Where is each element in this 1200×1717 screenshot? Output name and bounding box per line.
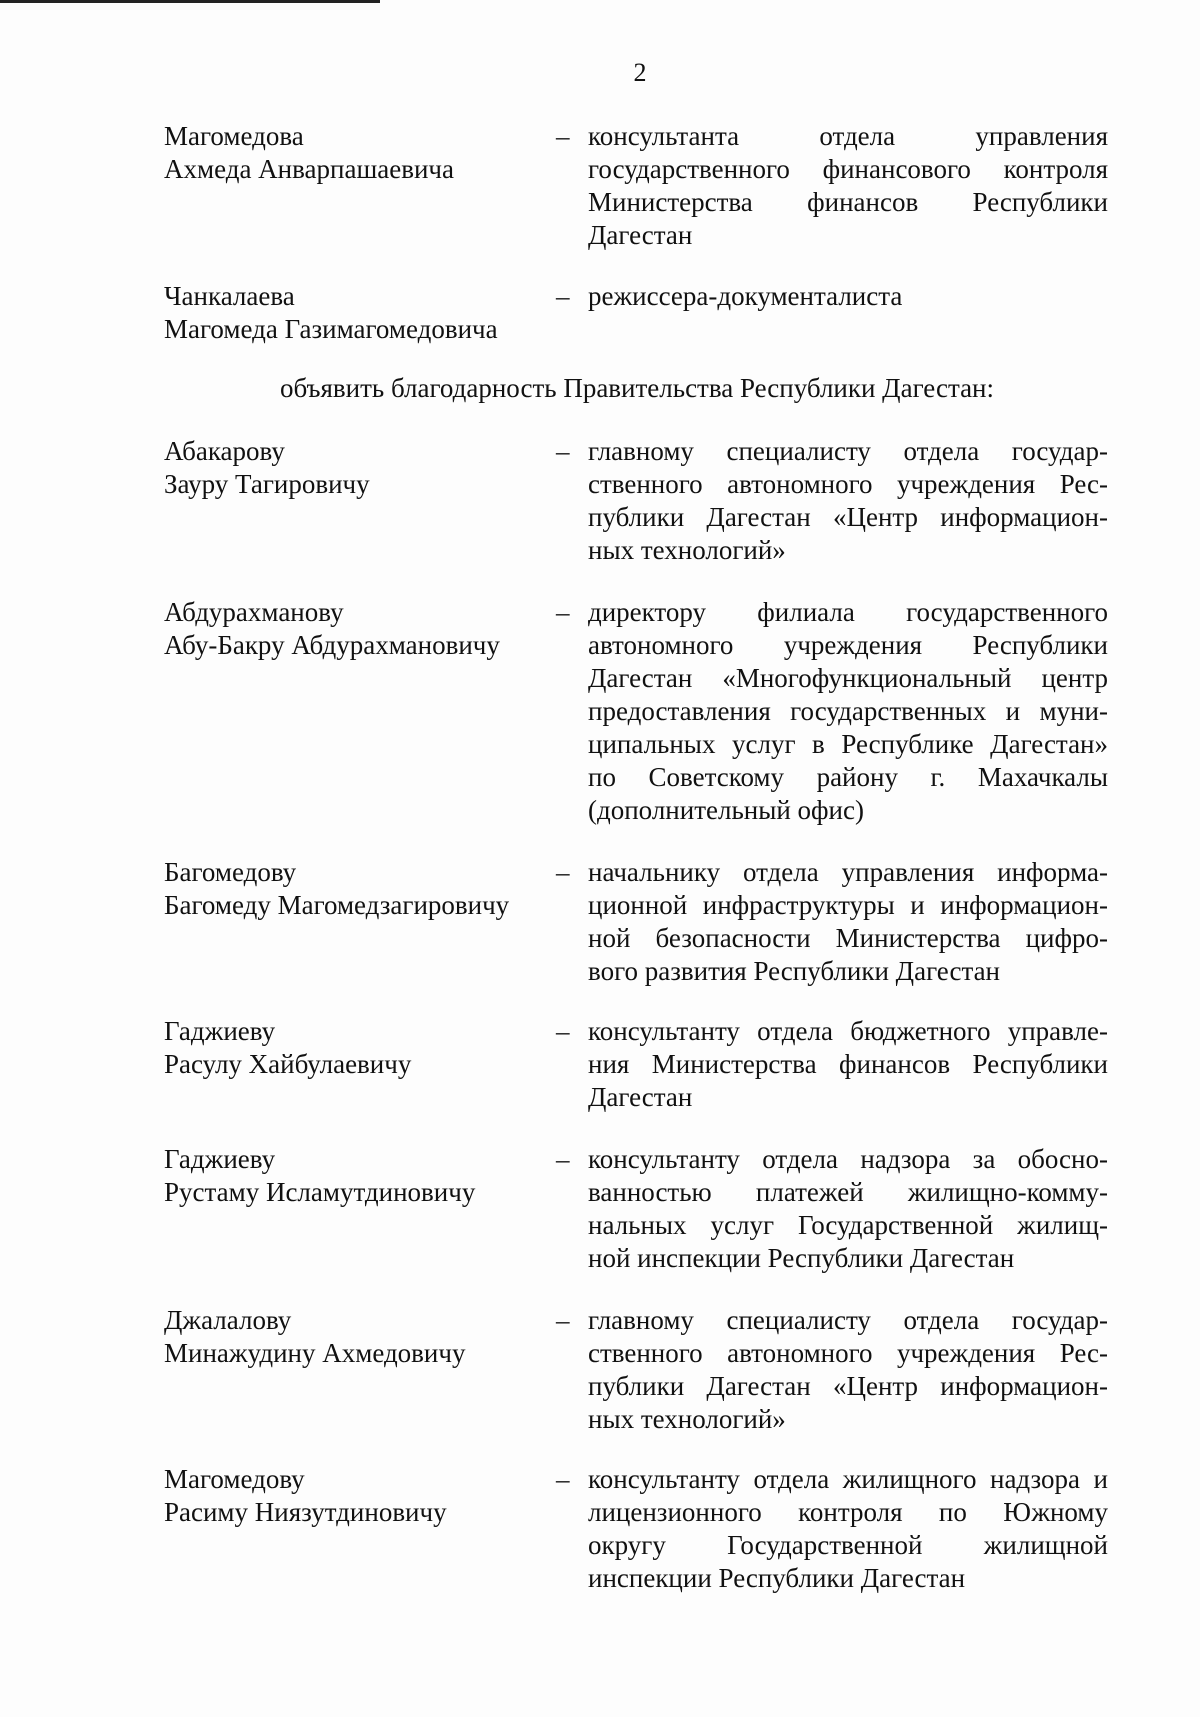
position-line: ванностью платежей жилищно-комму- (588, 1177, 1108, 1207)
surname: Абакарову (164, 436, 285, 466)
position-line: Министерства финансов Республики (588, 187, 1108, 217)
dash: – (556, 1016, 570, 1046)
position-line: нальных услуг Государственной жилищ- (588, 1210, 1108, 1240)
given-names: Магомеда Газимагомедовича (164, 314, 498, 344)
person-name (164, 1304, 544, 1370)
position-description (588, 1463, 1108, 1595)
position-line: вого развития Республики Дагестан (588, 956, 1001, 986)
position-description (588, 280, 1108, 313)
given-names: Рустаму Исламутдиновичу (164, 1177, 476, 1207)
position-line: Дагестан «Многофункциональный центр (588, 663, 1108, 693)
position-line: консультанта отдела управления (588, 121, 1108, 151)
dash: – (556, 121, 570, 151)
top-edge-line (0, 0, 380, 3)
position-line: публики Дагестан «Центр информацион- (588, 1371, 1108, 1401)
given-names: Расулу Хайбулаевичу (164, 1049, 412, 1079)
position-line: ционной инфраструктуры и информацион- (588, 890, 1108, 920)
position-line: консультанту отдела жилищного надзора и (588, 1464, 1108, 1494)
surname: Джалалову (164, 1305, 292, 1335)
surname: Абдурахманову (164, 597, 344, 627)
position-description (588, 435, 1108, 567)
person-name (164, 596, 544, 662)
person-name (164, 435, 544, 501)
surname: Гаджиеву (164, 1016, 276, 1046)
position-line: режиссера-документалиста (588, 281, 903, 311)
position-line: директору филиала государственного (588, 597, 1108, 627)
position-line: по Советскому району г. Махачкалы (588, 762, 1108, 792)
position-line: предоставления государственных и муни- (588, 696, 1108, 726)
surname: Багомедову (164, 857, 297, 887)
given-names: Абу-Бакру Абдурахмановичу (164, 630, 500, 660)
surname: Магомедова (164, 121, 304, 151)
dash: – (556, 857, 570, 887)
position-line: главному специалисту отдела государ- (588, 436, 1108, 466)
position-line: ния Министерства финансов Республики (588, 1049, 1108, 1079)
given-names: Расиму Ниязутдиновичу (164, 1497, 447, 1527)
person-name (164, 120, 544, 186)
position-line: ципальных услуг в Республике Дагестан» (588, 729, 1108, 759)
position-line: ственного автономного учреждения Рес- (588, 469, 1108, 499)
position-line: автономного учреждения Республики (588, 630, 1108, 660)
position-line: (дополнительный офис) (588, 795, 864, 825)
given-names: Багомеду Магомедзагировичу (164, 890, 510, 920)
person-name (164, 1463, 544, 1529)
position-line: Дагестан (588, 220, 693, 250)
dash: – (556, 597, 570, 627)
position-line: лицензионного контроля по Южному (588, 1497, 1108, 1527)
position-line: инспекции Республики Дагестан (588, 1563, 966, 1593)
position-line: главному специалисту отдела государ- (588, 1305, 1108, 1335)
dash: – (556, 281, 570, 311)
given-names: Минажудину Ахмедовичу (164, 1338, 466, 1368)
section-heading: объявить благодарность Правительства Республики Дагестан: (279, 373, 995, 403)
given-names: Зауру Тагировичу (164, 469, 370, 499)
position-line: начальнику отдела управления информа- (588, 857, 1108, 887)
position-line: публики Дагестан «Центр информацион- (588, 502, 1108, 532)
surname: Магомедову (164, 1464, 305, 1494)
dash: – (556, 1144, 570, 1174)
person-name (164, 856, 544, 922)
dash: – (556, 1464, 570, 1494)
dash: – (556, 436, 570, 466)
surname: Чанкалаева (164, 281, 295, 311)
person-name (164, 1015, 544, 1081)
surname: Гаджиеву (164, 1144, 276, 1174)
position-line: ной инспекции Республики Дагестан (588, 1243, 1015, 1273)
given-names: Ахмеда Анварпашаевича (164, 154, 454, 184)
position-description (588, 1304, 1108, 1436)
position-description (588, 1143, 1108, 1275)
position-description (588, 596, 1108, 827)
position-line: округу Государственной жилищной (588, 1530, 1108, 1560)
position-line: Дагестан (588, 1082, 693, 1112)
position-description (588, 1015, 1108, 1114)
position-line: государственного финансового контроля (588, 154, 1108, 184)
position-description (588, 856, 1108, 988)
person-name (164, 1143, 544, 1209)
position-line: ственного автономного учреждения Рес- (588, 1338, 1108, 1368)
position-line: ных технологий» (588, 535, 786, 565)
page-number: 2 (633, 58, 647, 87)
position-line: консультанту отдела бюджетного управле- (588, 1016, 1108, 1046)
dash: – (556, 1305, 570, 1335)
position-description (588, 120, 1108, 252)
person-name (164, 280, 544, 346)
position-line: ных технологий» (588, 1404, 786, 1434)
position-line: ной безопасности Министерства цифро- (588, 923, 1108, 953)
position-line: консультанту отдела надзора за обосно- (588, 1144, 1108, 1174)
